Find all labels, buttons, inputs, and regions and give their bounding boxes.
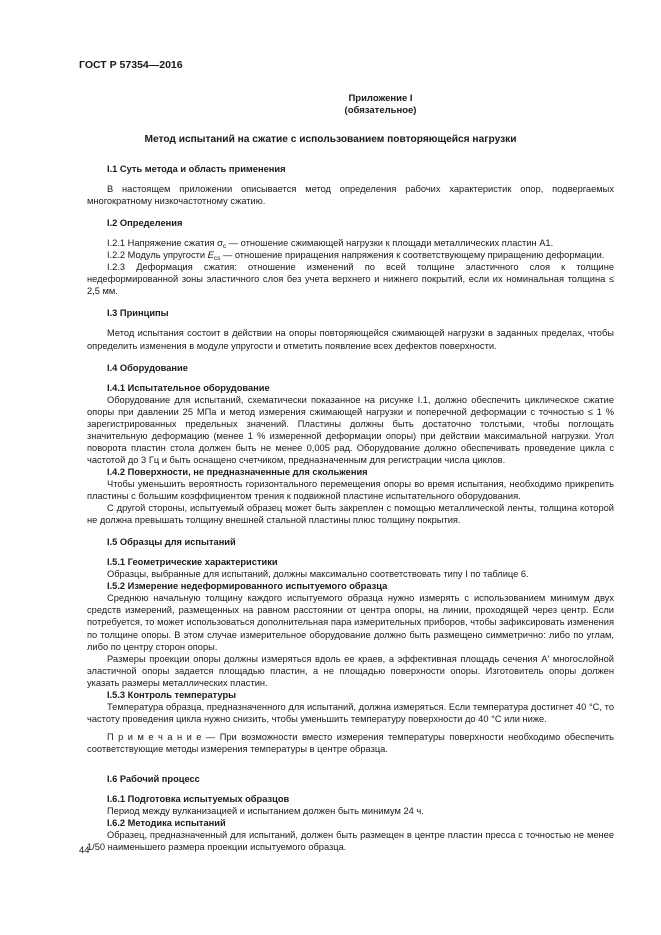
- annex-header: [79, 93, 582, 117]
- paragraph: Среднюю начальную толщину каждого испытуемого образца нужно измерять с использованием минимум двух средств измерений, размещенных на равном расстоянии от центра опоры, на линии, проходящей через центр. Если потребуется, то может использоваться дополнительная пара измерительных приборов, чтобы зафиксировать изменения по толщине опоры. В этом случае измерительное оборудование должно быть размещено симметрично: либо по углам, либо по центру сторон опоры.: [87, 593, 614, 652]
- section-heading-3: I.3 Принципы: [107, 308, 169, 319]
- subsection-heading: I.5.3 Контроль температуры: [107, 689, 237, 700]
- paragraph: Температура образца, предназначенного для испытаний, должна измеряться. Если температура достигнет 40 °С, то частоту проведения цикла нужно снизить, чтобы уменьшить температуру поверхности до 40 °С или ниже.: [87, 701, 614, 724]
- standard-designation: ГОСТ Р 57354—2016: [79, 59, 183, 71]
- subsection-heading: I.4.1 Испытательное оборудование: [107, 382, 270, 393]
- note-label: П р и м е ч а н и е: [107, 731, 202, 742]
- paragraph: Образец, предназначенный для испытаний, должен быть размещен в центре пластин пресса с точностью не менее 1/50 наименьшего размера проекции испытуемого образца.: [87, 830, 614, 853]
- paragraph: Период между вулканизацией и испытанием должен быть минимум 24 ч.: [107, 806, 424, 817]
- section-heading-1: I.1 Суть метода и область применения: [107, 164, 286, 174]
- document-body: [87, 163, 614, 853]
- subsection-heading: I.6.1 Подготовка испытуемых образцов: [107, 794, 290, 805]
- definition-deformation: I.2.3 Деформация сжатия: отношение изменений по всей толщине эластичного слоя к толщине недеформированной зоны эластичного слоя без учета верхнего и нижнего покрытий, если их номинальная толщина ≤ 2,5 мм.: [87, 262, 614, 297]
- section-heading-4: I.4 Оборудование: [107, 362, 188, 373]
- annex-name: Приложение I: [348, 93, 413, 104]
- paragraph: В настоящем приложении описывается метод определения рабочих характеристик опор, подвергаемых многократному низкочастотному сжатию.: [87, 184, 614, 207]
- section-heading-5: I.5 Образцы для испытаний: [107, 537, 236, 548]
- subsection-heading: I.5.2 Измерение недеформированного испытуемого образца: [107, 581, 388, 592]
- definition-modulus: I.2.2 Модуль упругости $E_{cs}$ — отношение приращения напряжения к соответствующему приращению деформации.: [107, 250, 605, 263]
- page-number: 44: [79, 845, 90, 856]
- section-heading-2: I.2 Определения: [107, 218, 183, 229]
- definition-stress: I.2.1 Напряжение сжатия $\sigma_с$ — отношение сжимающей нагрузки к площади металлических пластин А1.: [107, 238, 554, 251]
- paragraph: Размеры проекции опоры должны измеряться вдоль ее краев, а эффективная площадь сечения А' многослойной эластичной опоры задается площадью пластин, а не площадью поверхности опоры. Изготовитель опоры должен указать размеры металлических пластин.: [87, 653, 614, 688]
- subsection-heading: I.4.2 Поверхности, не предназначенные для скольжения: [107, 466, 368, 477]
- subsection-heading: I.6.2 Методика испытаний: [107, 818, 226, 829]
- annex-title: Метод испытаний на сжатие с использованием повторяющейся нагрузки: [144, 134, 517, 145]
- subsection-heading: I.5.1 Геометрические характеристики: [107, 557, 278, 568]
- annex-status: (обязательное): [344, 105, 417, 116]
- note: П р и м е ч а н и е — При возможности вместо измерения температуры поверхности необходимо обеспечить соответствующие методы измерения температуры в центре образца.: [87, 731, 614, 754]
- paragraph: С другой стороны, испытуемый образец может быть закреплен с помощью металлической ленты, толщина которой не должна превышать толщину внешней стальной пластины плюс толщину покрытия.: [87, 503, 614, 526]
- paragraph: Образцы, выбранные для испытаний, должны максимально соответствовать типу I по таблице 6.: [107, 569, 529, 580]
- paragraph: Метод испытания состоит в действии на опоры повторяющейся сжимающей нагрузки в заданных пределах, чтобы определить изменения в модуле упругости и отметить появление всех дефектов поверхности.: [87, 328, 614, 351]
- paragraph: Оборудование для испытаний, схематически показанное на рисунке I.1, должно обеспечить циклическое сжатие опоры при давлении 25 МПа и метод измерения сжимающей нагрузки и поперечной деформации с точностью ≤ 1 % зарегистрированных предельных значений. Пластины должны быть достаточно толстыми, чтобы поглощать значительную деформацию (менее 1 % измеренной деформации опоры) при действии максимальной нагрузки. Угол поворота пластин стола должен быть не менее 0,005 рад. Оборудование должно обеспечивать проведение цикла с частотой до 3 Гц и быть оснащено счетчиком, предназначенным для регистрации числа циклов.: [87, 394, 614, 465]
- paragraph: Чтобы уменьшить вероятность горизонтального перемещения опоры во время испытания, необходимо прикрепить пластины с большим коэффициентом трения к подвижной пластине испытательного оборудования.: [87, 478, 614, 502]
- section-heading-6: I.6 Рабочий процесс: [107, 773, 200, 784]
